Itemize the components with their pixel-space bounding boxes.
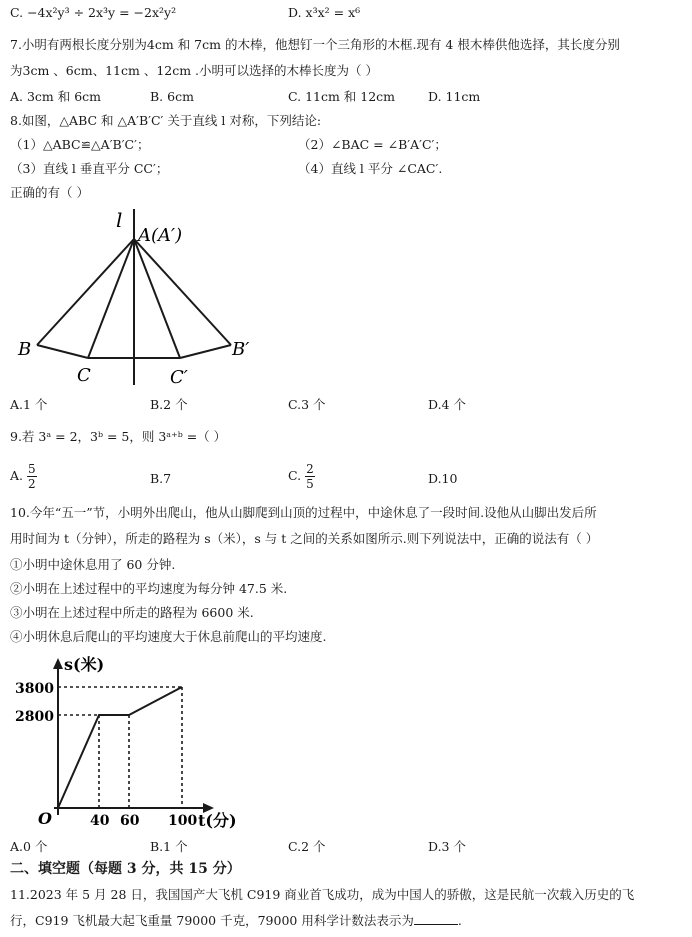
q10-graph xyxy=(10,650,250,830)
label-a: A(A′) xyxy=(138,225,183,246)
q7-option-b: B. 6cm xyxy=(150,89,194,104)
x-axis-label: t(分) xyxy=(198,811,237,830)
q9-stem: 9.若 3ᵃ = 2，3ᵇ = 5，则 3ᵃ⁺ᵇ =（ ） xyxy=(10,429,227,444)
fraction-5-over-2 xyxy=(27,462,37,491)
q10-option-b: B.1 个 xyxy=(150,839,188,854)
origin-label: O xyxy=(38,809,52,828)
option-d: D. x³x² = x⁶ xyxy=(288,5,361,20)
q10-option-d: D.3 个 xyxy=(428,839,466,854)
segment-ab2 xyxy=(134,239,231,345)
q11-stem-line2: 行，C919 飞机最大起飞重量 79000 千克，79000 用科学计数法表示为 . xyxy=(10,913,462,928)
q10-statement-3: ③小明在上述过程中所走的路程为 6600 米. xyxy=(10,605,254,620)
q11-stem-text: 行，C919 飞机最大起飞重量 79000 千克，79000 用科学计数法表示为 xyxy=(10,913,414,928)
q10-stem-line1: 10.今年“五一”节，小明外出爬山，他从山脚爬到山顶的过程中，中途休息了一段时间.设他从山脚出发后所 xyxy=(10,505,597,520)
q8-option-c: C.3 个 xyxy=(288,397,326,412)
q9-option-c-label: C. xyxy=(288,468,302,483)
q8-statement-1: （1）△ABC≌△A′B′C′； xyxy=(10,137,150,152)
q8-stem: 8.如图，△ABC 和 △A′B′C′ 关于直线 l 对称，下列结论: xyxy=(10,113,322,128)
q10-statement-1: ①小明中途休息用了 60 分钟. xyxy=(10,557,176,572)
numerator: 5 xyxy=(28,462,36,476)
segment-b2c2 xyxy=(180,345,231,358)
label-b: B xyxy=(18,339,32,360)
option-c: C. −4x²y³ ÷ 2x³y = −2x²y² xyxy=(10,5,177,20)
label-c2: C′ xyxy=(170,367,188,388)
y-axis-arrow xyxy=(53,658,63,669)
q8-statement-4: （4）直线 l 平分 ∠CAC′. xyxy=(298,161,443,176)
distance-line xyxy=(58,687,182,808)
segment-ac xyxy=(88,239,134,358)
y-axis-label: s(米) xyxy=(64,655,105,674)
fraction-2-over-5 xyxy=(305,462,315,491)
q8-option-a: A.1 个 xyxy=(10,397,48,412)
q8-statement-3: （3）直线 l 垂直平分 CC′； xyxy=(10,161,169,176)
q8-question: 正确的有（ ） xyxy=(10,185,89,200)
q10-stem-line2: 用时间为 t（分钟），所走的路程为 s（米），s 与 t 之间的关系如图所示.则下列说法中，正确的说法有（ ） xyxy=(10,531,599,546)
q10-statement-4: ④小明休息后爬山的平均速度大于休息前爬山的平均速度. xyxy=(10,629,327,644)
q7-stem-line1: 7.小明有两根长度分别为4cm 和 7cm 的木棒，他想钉一个三角形的木框.现有 4 根木棒供他选择，其长度分别 xyxy=(10,37,620,52)
q7-option-d: D. 11cm xyxy=(428,89,481,104)
y-tick-2800: 2800 xyxy=(15,709,54,725)
q10-statement-2: ②小明在上述过程中的平均速度为每分钟 47.5 米. xyxy=(10,581,288,596)
label-l: l xyxy=(116,208,123,232)
q7-option-c: C. 11cm 和 12cm xyxy=(288,89,396,104)
q7-option-a: A. 3cm 和 6cm xyxy=(10,89,102,104)
q9-option-a xyxy=(10,462,37,491)
x-tick-40: 40 xyxy=(90,813,110,829)
label-c: C xyxy=(77,365,91,386)
q9-option-a-label: A. xyxy=(10,468,24,483)
segment-ab xyxy=(37,239,134,345)
q10-option-c: C.2 个 xyxy=(288,839,326,854)
q9-option-c xyxy=(288,462,315,491)
q8-figure xyxy=(10,205,270,390)
q8-option-b: B.2 个 xyxy=(150,397,188,412)
denominator: 2 xyxy=(28,477,36,491)
y-tick-3800: 3800 xyxy=(15,681,54,697)
answer-blank xyxy=(414,912,458,925)
segment-ac2 xyxy=(134,239,180,358)
q11-stem-line1: 11.2023 年 5 月 28 日，我国国产大飞机 C919 商业首飞成功，成为中国人的骄傲，这是民航一次载入历史的飞 xyxy=(10,887,635,902)
q7-stem-line2: 为3cm 、6cm、11cm 、12cm .小明可以选择的木棒长度为（ ） xyxy=(10,63,379,78)
x-tick-100: 100 xyxy=(168,813,198,829)
section-title: 二、填空题（每题 3 分，共 15 分） xyxy=(10,861,241,877)
q10-option-a: A.0 个 xyxy=(10,839,48,854)
segment-bc xyxy=(37,345,88,358)
numerator: 2 xyxy=(306,462,314,476)
q9-option-b: B.7 xyxy=(150,471,172,486)
x-tick-60: 60 xyxy=(120,813,140,829)
q8-statement-2: （2）∠BAC = ∠B′A′C′； xyxy=(298,137,447,152)
denominator: 5 xyxy=(306,477,314,491)
label-b2: B′ xyxy=(232,339,250,360)
q9-option-d: D.10 xyxy=(428,471,458,486)
q8-option-d: D.4 个 xyxy=(428,397,466,412)
